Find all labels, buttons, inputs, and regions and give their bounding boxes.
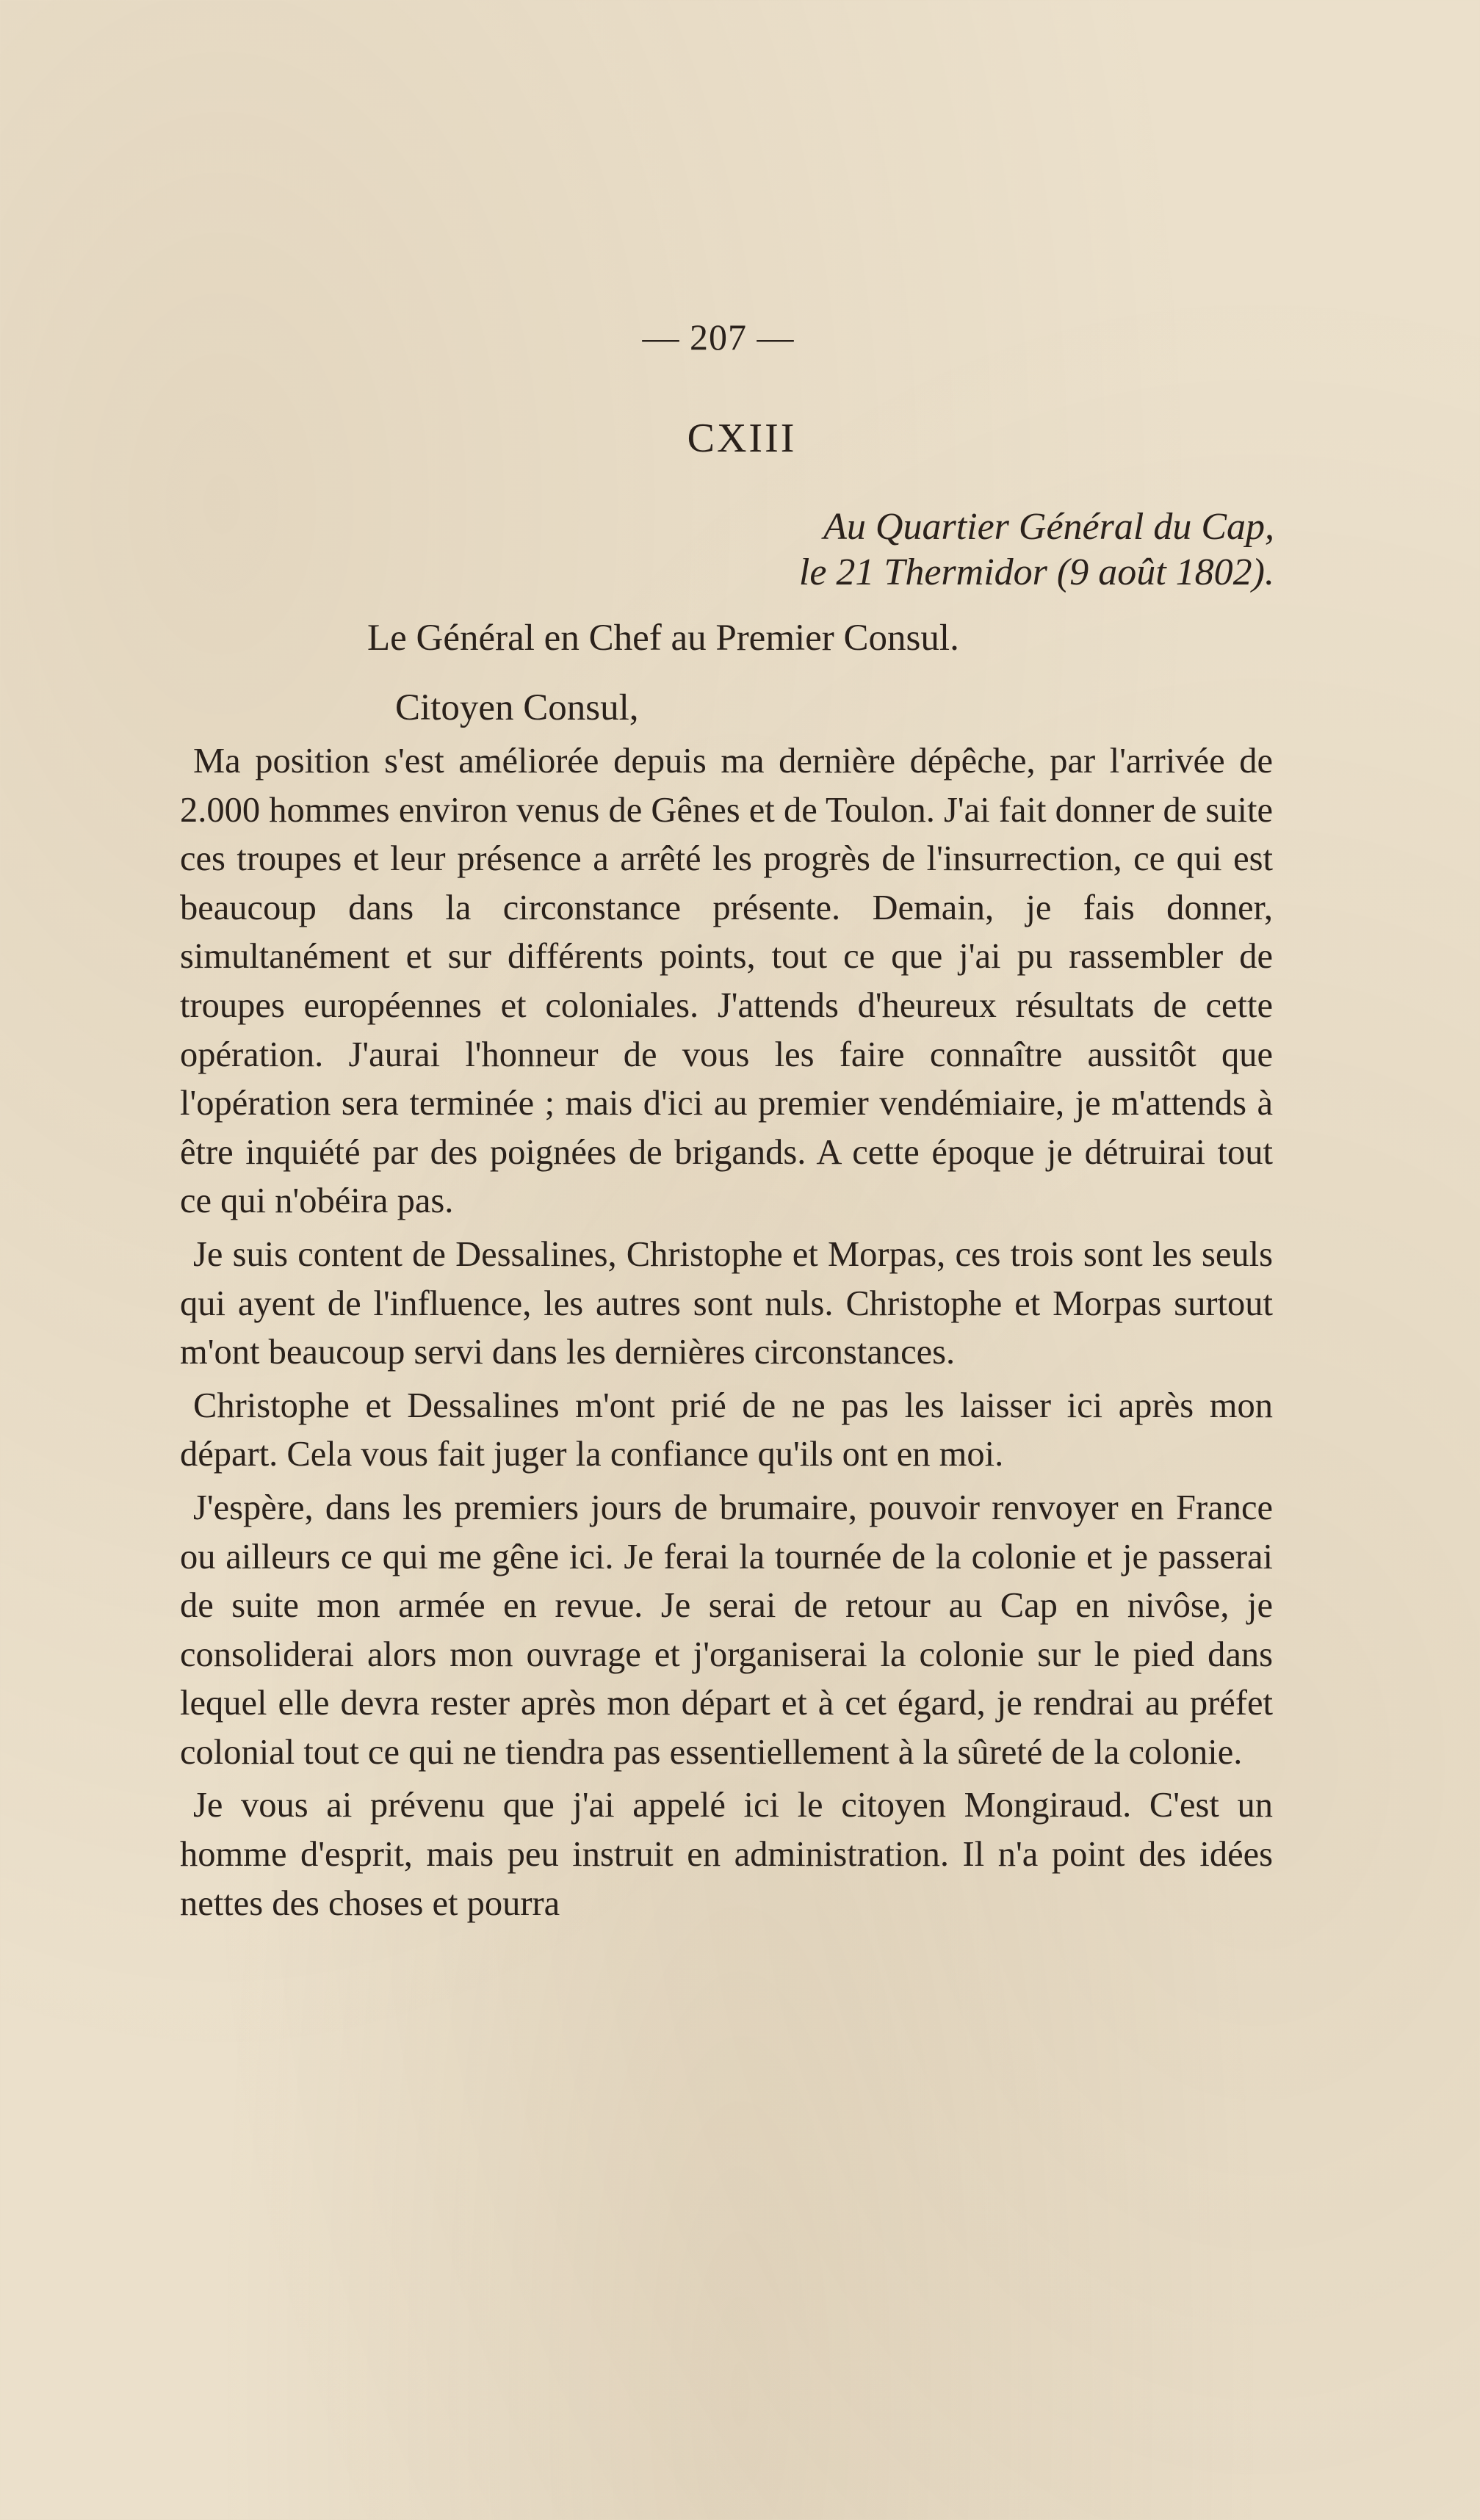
- letter-salutation: Citoyen Consul,: [395, 687, 639, 728]
- paragraph-text: J'espère, dans les premiers jours de brumaire, pouvoir renvoyer en France ou ailleurs ce qui me gêne ici. Je ferai la tournée de la colonie et je passerai de suite mon armée en revue. Je serai de retour au Cap en nivôse, je consoliderai alors mon ouvrage et j'organiserai la colonie sur le pied dans lequel elle devra rester après mon départ et à cet égard, je rendrai au préfet colonial tout ce qui ne tiendra pas essentiellement à la sûreté de la colonie.: [180, 1488, 1273, 1772]
- paragraph-text: Christophe et Dessalines m'ont prié de ne pas les laisser ici après mon départ. Cela vous fait juger la confiance qu'ils ont en moi.: [180, 1386, 1273, 1474]
- page-number: — 207 —: [642, 316, 795, 358]
- paragraph: [180, 1231, 1273, 1377]
- dateline-place: Au Quartier Général du Cap,: [823, 506, 1274, 548]
- chapter-heading: CXIII: [687, 416, 797, 461]
- letter-body: [180, 737, 1273, 1933]
- paragraph: [180, 1484, 1273, 1778]
- paragraph: [180, 1781, 1273, 1928]
- letter-addressee: Le Général en Chef au Premier Consul.: [367, 618, 959, 659]
- paragraph: [180, 1382, 1273, 1480]
- paragraph-text: Je suis content de Dessalines, Christophe et Morpas, ces trois sont les seuls qui ayent de l'influence, les autres sont nuls. Christophe et Morpas surtout m'ont beaucoup servi dans les dernières circonstances.: [180, 1234, 1273, 1372]
- dateline-date: le 21 Thermidor (9 août 1802).: [798, 551, 1274, 593]
- paragraph-text: Je vous ai prévenu que j'ai appelé ici le citoyen Mongiraud. C'est un homme d'esprit, mais peu instruit en administration. Il n'a point des idées nettes des choses et pourra: [180, 1786, 1273, 1923]
- paragraph-text: Ma position s'est améliorée depuis ma dernière dépêche, par l'arrivée de 2.000 hommes environ venus de Gênes et de Toulon. J'ai fait donner de suite ces troupes et leur présence a arrêté les progrès de l'insurrection, ce qui est beaucoup dans la circonstance présente. Demain, je fais donner, simultanément et sur différents points, tout ce que j'ai pu rassembler de troupes européennes et coloniales. J'attends d'heureux résultats de cette opération. J'aurai l'honneur de vous les faire connaître aussitôt que l'opération sera terminée ; mais d'ici au premier vendémiaire, je m'attends à être inquiété par des poignées de brigands. A cette époque je détruirai tout ce qui n'obéira pas.: [180, 742, 1273, 1221]
- paragraph: [180, 737, 1273, 1226]
